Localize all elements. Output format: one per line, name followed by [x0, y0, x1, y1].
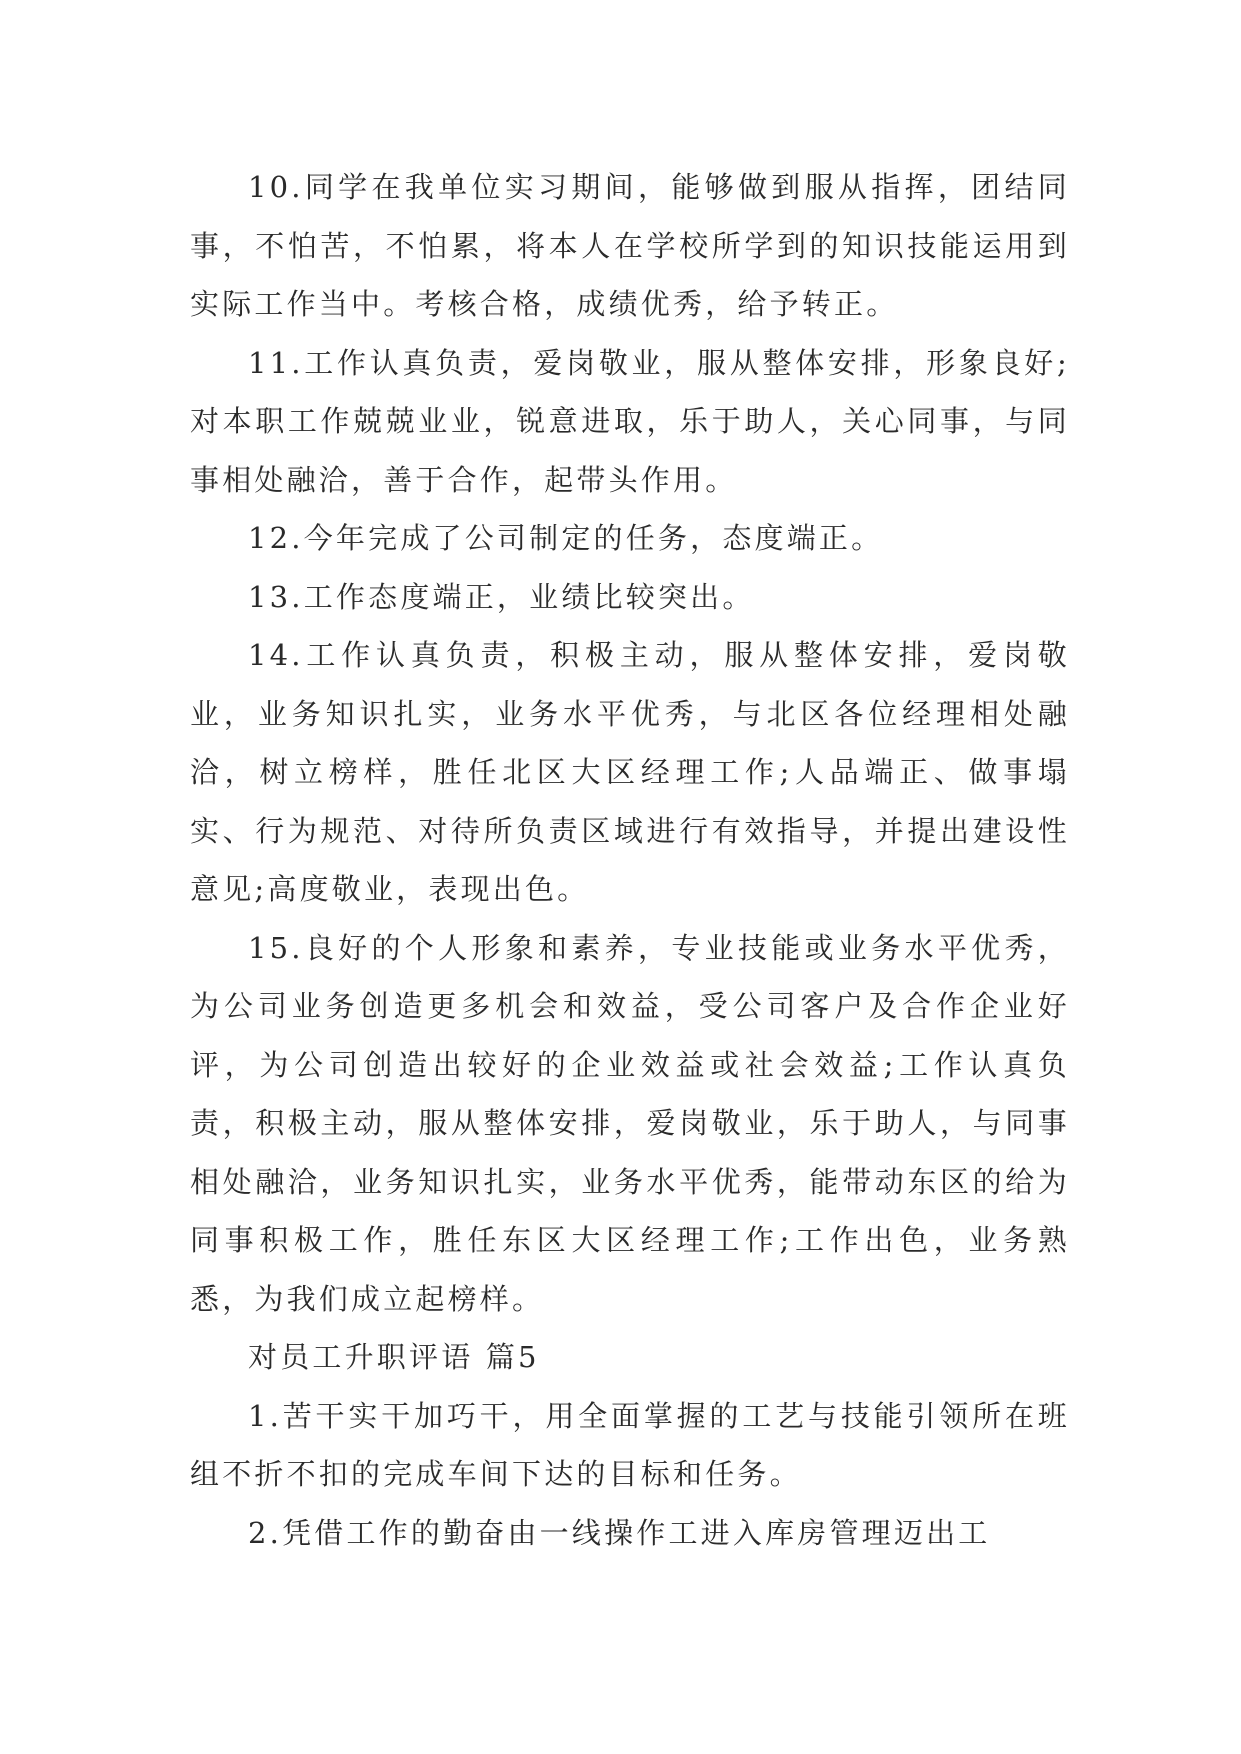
document-body: [190, 158, 1070, 1562]
paragraph-10: 10.同学在我单位实习期间，能够做到服从指挥，团结同事，不怕苦，不怕累，将本人在学校所学到的知识技能运用到实际工作当中。考核合格，成绩优秀，给予转正。: [190, 170, 1070, 321]
paragraph-14: 14.工作认真负责，积极主动，服从整体安排，爱岗敬业，业务知识扎实，业务水平优秀，与北区各位经理相处融洽，树立榜样，胜任北区大区经理工作;人品端正、做事塌实、行为规范、对待所负责区域进行有效指导，并提出建设性意见;高度敬业，表现出色。: [190, 638, 1070, 906]
section-heading: 对员工升职评语 篇5: [248, 1340, 540, 1374]
paragraph-1: 1.苦干实干加巧干，用全面掌握的工艺与技能引领所在班组不折不扣的完成车间下达的目标和任务。: [190, 1398, 1070, 1491]
paragraph-12: 12.今年完成了公司制定的任务，态度端正。: [248, 521, 884, 555]
paragraph-13: 13.工作态度端正，业绩比较突出。: [248, 579, 755, 614]
paragraph-15: 15.良好的个人形象和素养，专业技能或业务水平优秀，为公司业务创造更多机会和效益，受公司客户及合作企业好评，为公司创造出较好的企业效益或社会效益;工作认真负责，积极主动，服从整体安排，爱岗敬业，乐于助人，与同事相处融洽，业务知识扎实，业务水平优秀，能带动东区的给为同事积极工作，胜任东区大区经理工作;工作出色，业务熟悉，为我们成立起榜样。: [190, 930, 1070, 1316]
paragraph-2: 2.凭借工作的勤奋由一线操作工进入库房管理迈出工: [248, 1515, 991, 1550]
paragraph-11: 11.工作认真负责，爱岗敬业，服从整体安排，形象良好;对本职工作兢兢业业，锐意进取，乐于助人，关心同事，与同事相处融洽，善于合作，起带头作用。: [190, 345, 1070, 497]
